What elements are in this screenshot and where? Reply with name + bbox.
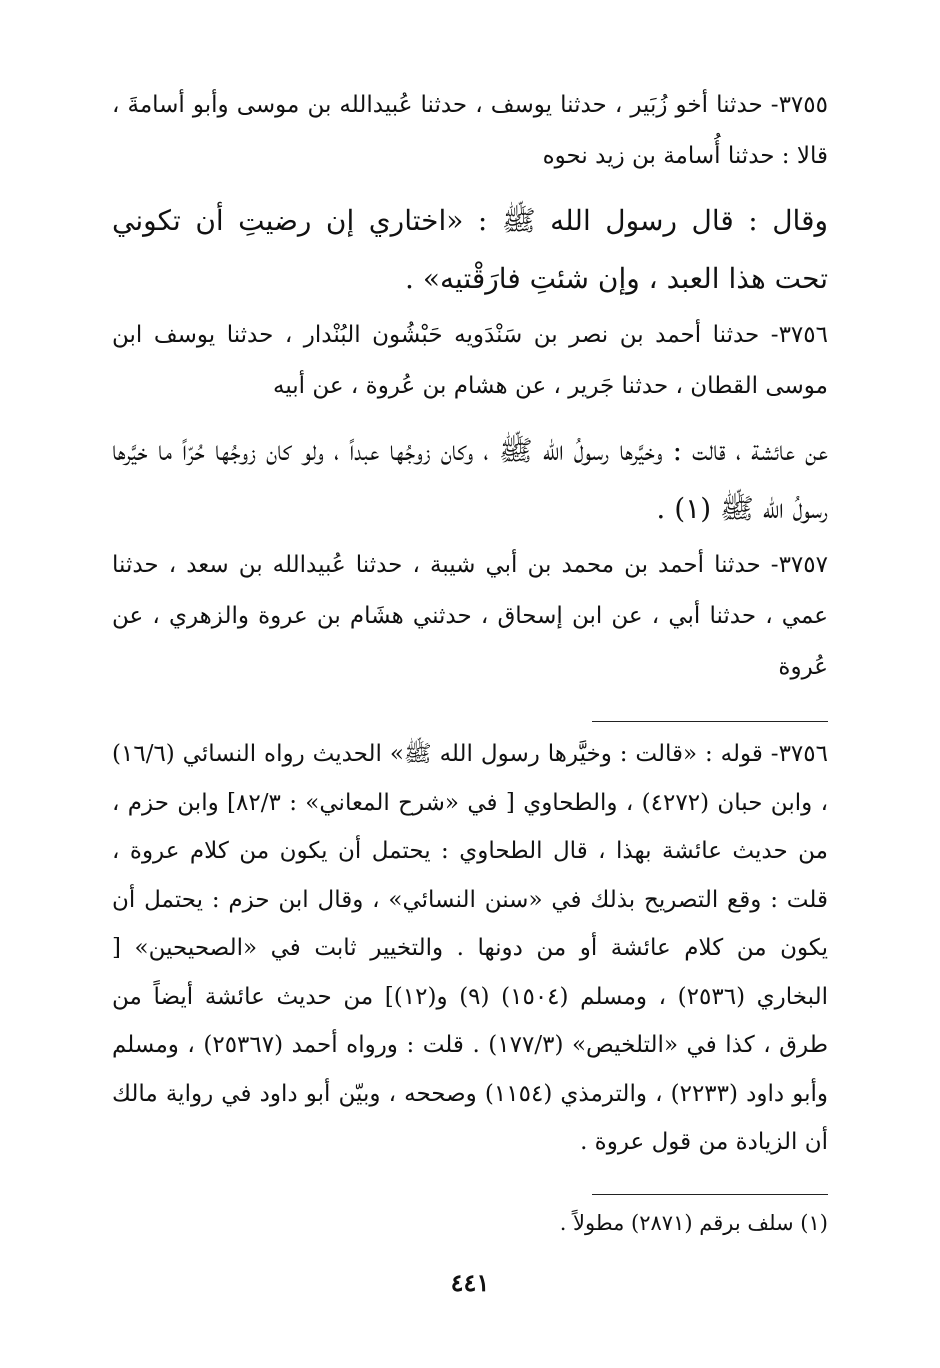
hadith-3757-chain: ٣٧٥٧- حدثنا أحمد بن محمد بن أبي شيبة ، حدثنا عُبيدالله بن سعد ، حدثنا عمي ، حدثنا أبي ، عن ابن إسحاق ، حدثني هشَام بن عروة والزهري ، عن عُروة xyxy=(112,552,828,680)
page-number: ٤٤١ xyxy=(450,1268,490,1297)
commentary-3756: ٣٧٥٦- قوله : «قالت : وخيَّرها رسول الله ﷺ» الحديث رواه النسائي (١٦/٦) ، وابن حبان (٤٢٧٢) ، والطحاوي [ في «شرح المعاني» : ٨٢/٣] وابن حزم ، من حديث عائشة بهذا ، قال الطحاوي : يحتمل أن يكون من كلام عروة ، قلت : وقع التصريح بذلك في «سنن النسائي» ، وقال ابن حزم : يحتمل أن يكون من كلام عائشة أو من دونها . والتخيير ثابت في «الصحيحين» [ البخاري (٢٥٣٦) ، ومسلم (١٥٠٤) (٩) و(١٢)] من حديث عائشة أيضاً من طرق ، كذا في «التلخيص» (١٧٧/٣) . قلت : ورواه أحمد (٢٥٣٦٧) ، ومسلم وأبو داود (٢٢٣٣) ، والترمذي (١١٥٤) وصححه ، وبيّن أبو داود في رواية مالك أن الزيادة من قول عروة . xyxy=(112,741,829,1155)
hadith-3755-chain: ٣٧٥٥- حدثنا أخو زُبَير ، حدثنا يوسف ، حدثنا عُبيدالله بن موسى وأبو أسامةَ ، قالا : حدثنا أُسامة بن زيد نحوه xyxy=(112,92,828,169)
hadith-3756-text: عن عائشة ، قالت : وخيَّرها رسولُ الله ﷺ ، وكان زوجُها عبداً ، ولو كان زوجُها حُرّاً ما خيَّرها رسولُ الله ﷺ (١) . xyxy=(112,434,828,525)
hadith-3756-chain: ٣٧٥٦- حدثنا أحمد بن نصر بن سَنْدَويه حَبْشُون البُنْدار ، حدثنا يوسف ابن موسى القطان ، حدثنا جَرير ، عن هشام بن عُروة ، عن أبيه xyxy=(112,322,828,399)
footnote-divider xyxy=(592,1194,828,1195)
footnote-1: (١) سلف برقم (٢٨٧١) مطولاً . xyxy=(559,1211,828,1235)
hadith-3755-text: وقال : قال رسول الله ﷺ : «اختاري إن رضيتِ أن تكوني تحت هذا العبد ، وإن شئتِ فارَقْتيه» . xyxy=(112,204,828,295)
commentary-divider xyxy=(592,721,828,722)
